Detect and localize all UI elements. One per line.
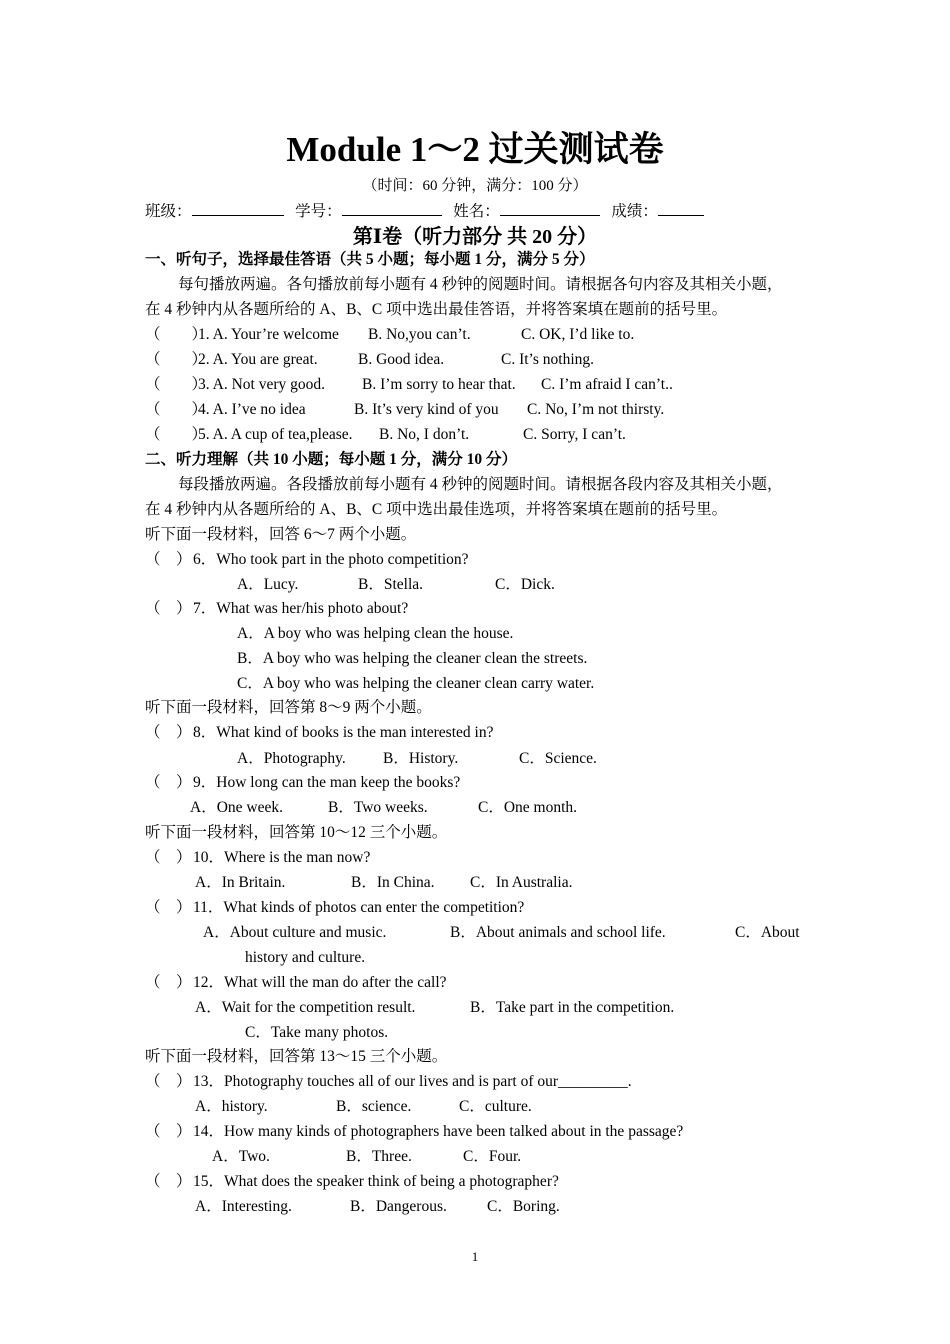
option-b: B．science.: [336, 1098, 412, 1115]
option-c: C. I’m afraid I can’t..: [541, 376, 673, 393]
part1-heading: 一、听句子，选择最佳答语（共 5 小题；每小题 1 分，满分 5 分）: [145, 251, 595, 268]
student-info-row: [145, 200, 704, 223]
option-a: A．Two.: [212, 1148, 270, 1165]
part2-instruction-line1: 每段播放两遍。各段播放前每小题有 4 秒钟的阅题时间。请根据各段内容及其相关小题，: [178, 476, 783, 493]
option-b: B．Stella.: [358, 576, 424, 593]
question-stem: 8．What kind of books is the man interested in?: [193, 724, 494, 741]
question-stem: 13．Photography touches all of our lives and is part of our_________.: [193, 1073, 632, 1090]
option-c: C. OK, I’d like to.: [521, 326, 635, 343]
answer-blank[interactable]: （ ）: [145, 974, 192, 991]
student-id-blank[interactable]: [342, 200, 442, 216]
material-group-4-intro: 听下面一段材料，回答第 13～15 三个小题。: [145, 1048, 448, 1065]
option-a: A．Interesting.: [195, 1198, 292, 1215]
answer-blank[interactable]: （ ）: [145, 326, 208, 343]
exam-time-and-score: （时间：60 分钟，满分：100 分）: [362, 178, 588, 194]
question-stem: 12．What will the man do after the call?: [193, 974, 447, 991]
answer-blank[interactable]: （ ）: [145, 376, 208, 393]
answer-blank[interactable]: （ ）: [145, 1173, 192, 1190]
answer-blank[interactable]: （ ）: [145, 899, 192, 916]
part2-instruction-line2: 在 4 秒钟内从各题所给的 A、B、C 项中选出最佳选项，并将答案填在题前的括号里。: [145, 501, 728, 518]
option-b: B．About animals and school life.: [450, 924, 666, 941]
option-c: C．Dick.: [495, 576, 555, 593]
option-c: C．Four.: [463, 1148, 522, 1165]
question-stem: 7．What was her/his photo about?: [193, 600, 409, 617]
page-title: Module 1～2 过关测试卷: [286, 130, 664, 169]
option-c: C. Sorry, I can’t.: [523, 426, 626, 443]
part1-instruction-line1: 每句播放两遍。各句播放前每小题有 4 秒钟的阅题时间。请根据各句内容及其相关小题，: [178, 276, 783, 293]
option-c: C．In Australia.: [470, 874, 573, 891]
answer-blank[interactable]: （ ）: [145, 774, 192, 791]
answer-blank[interactable]: （ ）: [145, 1073, 192, 1090]
option-b: B．In China.: [351, 874, 435, 891]
option-a: A．In Britain.: [195, 874, 286, 891]
option-a: A．Wait for the competition result.: [195, 999, 416, 1016]
page-number: 1: [471, 1249, 479, 1264]
option-c: C．About: [735, 924, 800, 941]
answer-blank[interactable]: （ ）: [145, 1123, 192, 1140]
answer-blank[interactable]: （ ）: [145, 426, 208, 443]
option-b: B．A boy who was helping the cleaner clean the streets.: [237, 650, 588, 667]
section-title: 第Ⅰ卷（听力部分 共 20 分）: [352, 226, 598, 248]
student-id-label: 学号：: [295, 203, 342, 220]
question-stem-option-a: 5. A. A cup of tea,please.: [198, 426, 353, 443]
question-stem-option-a: 2. A. You are great.: [198, 351, 318, 368]
question-stem: 9．How long can the man keep the books?: [193, 774, 461, 791]
question-stem: 15．What does the speaker think of being a photographer?: [193, 1173, 559, 1190]
option-c: C. It’s nothing.: [501, 351, 595, 368]
option-a: A．About culture and music.: [203, 924, 387, 941]
part2-heading: 二、听力理解（共 10 小题；每小题 1 分，满分 10 分）: [145, 451, 518, 468]
answer-blank[interactable]: （ ）: [145, 600, 192, 617]
question-stem-option-a: 3. A. Not very good.: [198, 376, 326, 393]
option-c: C．Science.: [519, 750, 597, 767]
class-label: 班级：: [145, 203, 192, 220]
option-c-continued: history and culture.: [245, 949, 366, 966]
option-b: B．Two weeks.: [328, 799, 428, 816]
option-a: A．Photography.: [237, 750, 346, 767]
material-group-1-intro: 听下面一段材料，回答 6～7 两个小题。: [145, 526, 417, 543]
option-c: C．A boy who was helping the cleaner clean carry water.: [237, 675, 595, 692]
question-stem-option-a: 1. A. Your’re welcome: [198, 326, 339, 343]
option-b: B. Good idea.: [358, 351, 445, 368]
option-b: B. No, I don’t.: [379, 426, 470, 443]
option-a: A．A boy who was helping clean the house.: [237, 625, 514, 642]
answer-blank[interactable]: （ ）: [145, 551, 192, 568]
answer-blank[interactable]: （ ）: [145, 351, 208, 368]
option-c: C．culture.: [459, 1098, 532, 1115]
option-c: C．Take many photos.: [245, 1024, 389, 1041]
option-c: C．Boring.: [487, 1198, 560, 1215]
question-stem: 10．Where is the man now?: [193, 849, 371, 866]
name-blank[interactable]: [500, 200, 600, 216]
option-b: B. No,you can’t.: [368, 326, 471, 343]
option-a: A．One week.: [190, 799, 283, 816]
answer-blank[interactable]: （ ）: [145, 849, 192, 866]
option-c: C．One month.: [478, 799, 578, 816]
material-group-3-intro: 听下面一段材料，回答第 10～12 三个小题。: [145, 824, 448, 841]
answer-blank[interactable]: （ ）: [145, 724, 192, 741]
option-a: A．Lucy.: [237, 576, 299, 593]
class-blank[interactable]: [192, 200, 284, 216]
option-b: B. It’s very kind of you: [354, 401, 499, 418]
question-stem: 6．Who took part in the photo competition?: [193, 551, 469, 568]
answer-blank[interactable]: （ ）: [145, 401, 208, 418]
option-a: A．history.: [195, 1098, 268, 1115]
score-blank[interactable]: [658, 200, 704, 216]
part1-instruction-line2: 在 4 秒钟内从各题所给的 A、B、C 项中选出最佳答语，并将答案填在题前的括号里。: [145, 301, 728, 318]
question-stem-option-a: 4. A. I’ve no idea: [198, 401, 306, 418]
question-stem: 11．What kinds of photos can enter the competition?: [193, 899, 525, 916]
option-b: B．Three.: [346, 1148, 412, 1165]
option-b: B．Dangerous.: [350, 1198, 447, 1215]
option-b: B．Take part in the competition.: [470, 999, 675, 1016]
material-group-2-intro: 听下面一段材料，回答第 8～9 两个小题。: [145, 699, 432, 716]
option-b: B．History.: [383, 750, 459, 767]
score-label: 成绩：: [611, 203, 658, 220]
question-stem: 14．How many kinds of photographers have been talked about in the passage?: [193, 1123, 684, 1140]
option-b: B. I’m sorry to hear that.: [362, 376, 516, 393]
option-c: C. No, I’m not thirsty.: [527, 401, 665, 418]
name-label: 姓名：: [453, 203, 500, 220]
